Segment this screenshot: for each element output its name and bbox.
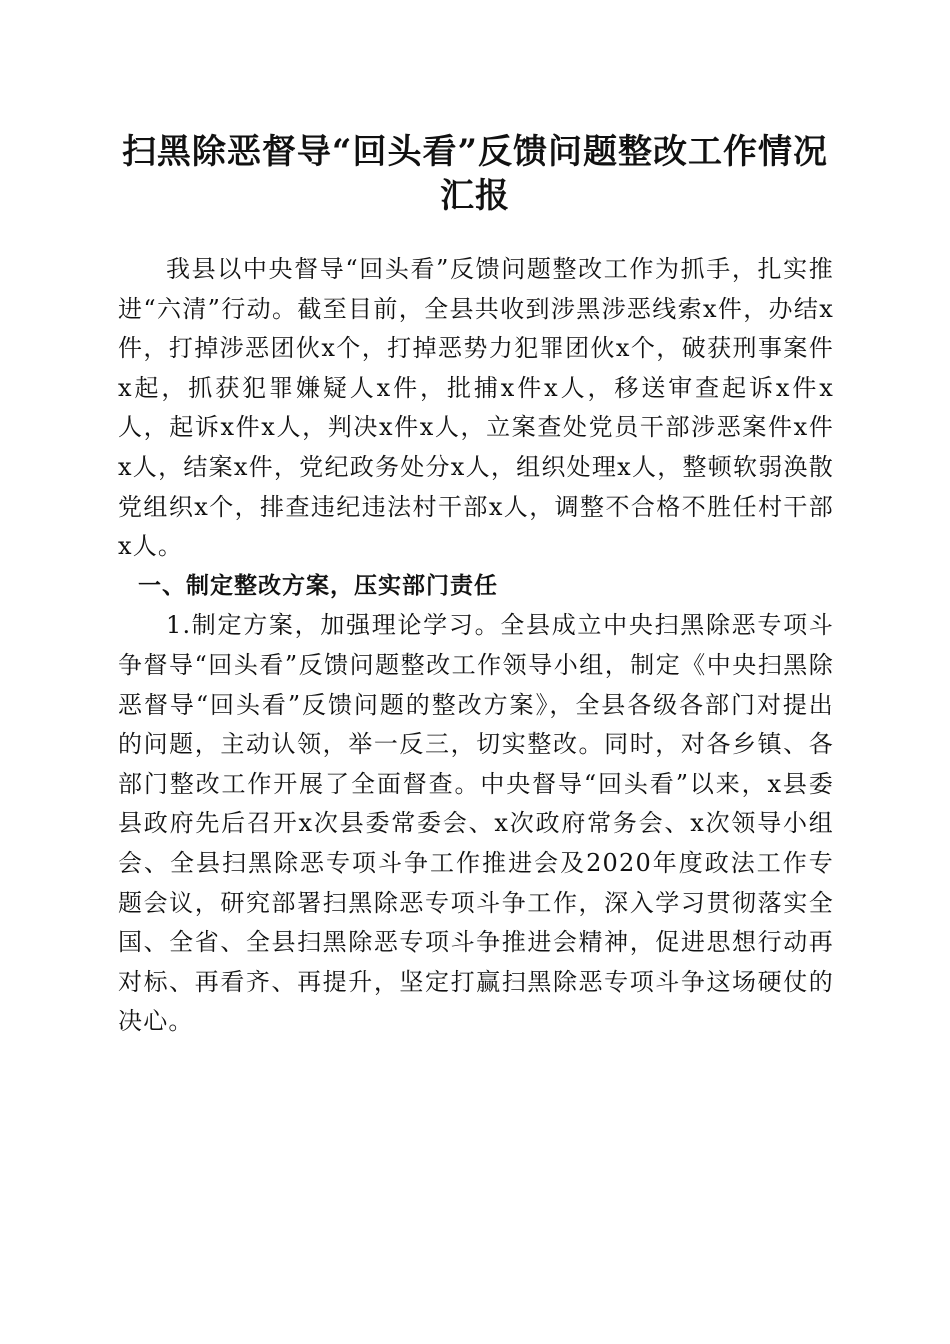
section-paragraph: 1.制定方案，加强理论学习。全县成立中央扫黑除恶专项斗争督导“回头看”反馈问题整改工作领导小组，制定《中央扫黑除恶督导“回头看”反馈问题的整改方案》，全县各级各部门对提出的问题，主动认领，举一反三，切实整改。同时，对各乡镇、各部门整改工作开展了全面督查。中央督导“回头看”以来，x县委县政府先后召开x次县委常委会、x次政府常务会、x次领导小组会、全县扫黑除恶专项斗争工作推进会及2020年度政法工作专题会议，研究部署扫黑除恶专项斗争工作，深入学习贯彻落实全国、全省、全县扫黑除恶专项斗争推进会精神，促进思想行动再对标、再看齐、再提升，坚定打赢扫黑除恶专项斗争这场硬仗的决心。 bbox=[118, 611, 834, 1036]
section-heading: 一、制定整改方案，压实部门责任 bbox=[138, 572, 498, 599]
intro-paragraph: 我县以中央督导“回头看”反馈问题整改工作为抓手，扎实推进“六清”行动。截至目前，全县共收到涉黑涉恶线索x件，办结x件，打掉涉恶团伙x个，打掉恶势力犯罪团伙x个，破获刑事案件x起，抓获犯罪嫌疑人x件，批捕x件x人，移送审查起诉x件x人，起诉x件x人，判决x件x人，立案查处党员干部涉恶案件x件x人，结案x件，党纪政务处分x人，组织处理x人，整顿软弱涣散党组织x个，排查违纪违法村干部x人，调整不合格不胜任村干部x人。 bbox=[118, 255, 834, 561]
document-body bbox=[118, 250, 834, 1042]
document-title: 扫黑除恶督导“回头看”反馈问题整改工作情况汇报 bbox=[121, 132, 829, 216]
